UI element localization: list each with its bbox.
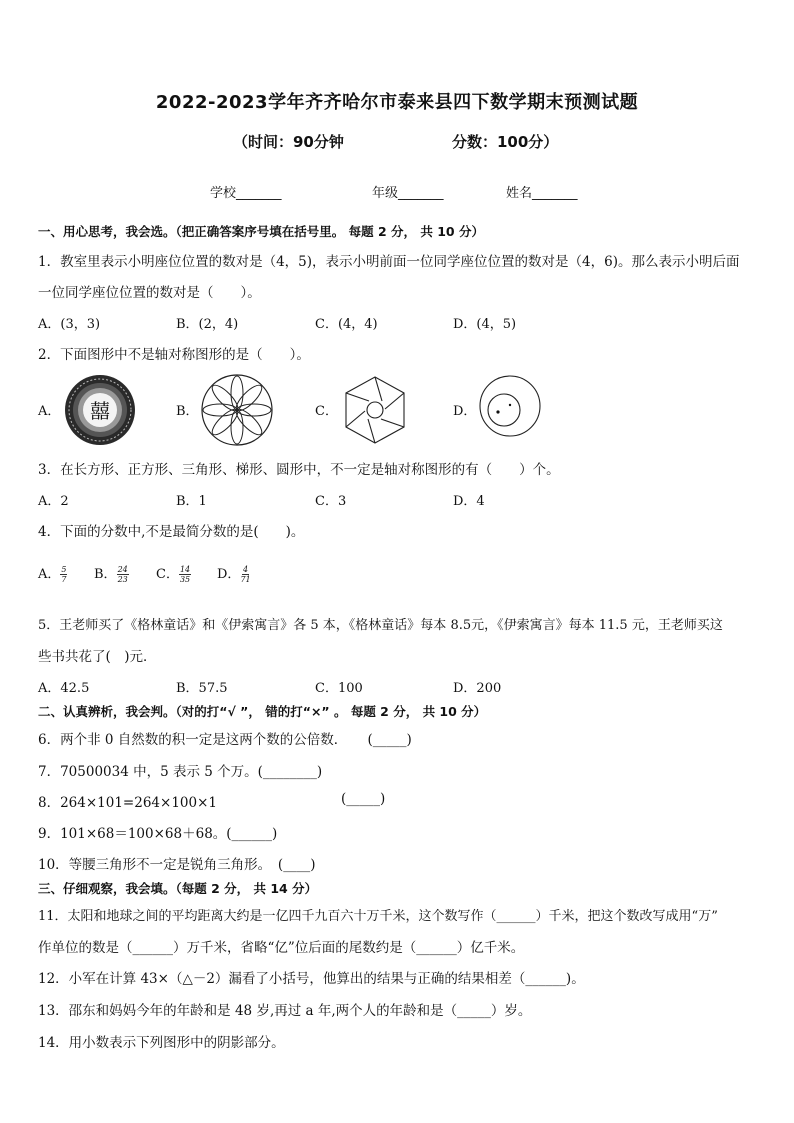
q5-option-b[interactable]: B．57.5	[176, 681, 228, 696]
pinwheel-hexagon-figure	[338, 374, 412, 446]
q3-option-a[interactable]: A．2	[38, 494, 69, 509]
question-12: 12．小军在计算 43×（△－2）漏看了小括号，他算出的结果与正确的结果相差（______)。	[38, 971, 585, 987]
q4-option-a[interactable]	[38, 563, 67, 584]
q3-option-b[interactable]: B．1	[176, 494, 207, 509]
fraction-denominator: 7	[61, 575, 67, 584]
question-9: 9．101×68＝100×68＋68。(______)	[38, 826, 278, 842]
question-10: 10．等腰三角形不一定是锐角三角形。 (____)	[38, 857, 316, 873]
section-1-heading: 一、用心思考，我会选。（把正确答案序号填在括号里。 每题 2 分， 共 10 分）	[38, 224, 484, 239]
question-3-text: 3．在长方形、正方形、三角形、梯形、圆形中，不一定是轴对称图形的有（ ）个。	[38, 462, 560, 478]
q4-option-a-label: A．	[38, 567, 61, 582]
q4-option-d[interactable]	[217, 563, 251, 584]
q4-option-b[interactable]	[94, 563, 129, 584]
fraction-numerator: 5	[61, 565, 67, 574]
fraction-numerator: 14	[179, 565, 191, 574]
page-title: 2022-2023学年齐齐哈尔市泰来县四下数学期末预测试题	[155, 92, 639, 113]
q1-option-d[interactable]: D．(4，5)	[453, 317, 517, 332]
q5-option-c[interactable]: C．100	[315, 681, 363, 696]
q1-option-b[interactable]: B．(2，4)	[176, 317, 239, 332]
question-5-line1: 5．王老师买了《格林童话》和《伊索寓言》各 5 本，《格林童话》每本 8.5元，《伊索寓言》每本 11.5 元，王老师买这	[38, 618, 723, 633]
grade-field[interactable]: 年级_______	[372, 186, 444, 201]
question-11-line1: 11．太阳和地球之间的平均距离大约是一亿四千九百六十万千米，这个数写作（______）千米，把这个数改写成用“万”	[38, 909, 718, 924]
question-6: 6．两个非 0 自然数的积一定是这两个数的公倍数． (_____)	[38, 732, 412, 748]
name-field[interactable]: 姓名_______	[506, 186, 578, 201]
q4-option-c[interactable]	[156, 563, 191, 584]
q4-option-c-label: C．	[156, 567, 179, 582]
fraction-numerator: 4	[242, 565, 249, 574]
question-1-line1: 1．教室里表示小明座位位置的数对是（4，5)，表示小明前面一位同学座位位置的数对是（4，6)。那么表示小明后面	[38, 254, 740, 270]
school-field[interactable]: 学校_______	[210, 186, 282, 201]
q4-option-d-label: D．	[217, 567, 241, 582]
offset-circles-figure	[478, 374, 542, 438]
q2-label-d[interactable]: D．	[453, 404, 477, 419]
section-3-heading: 三、仔细观察，我会填。（每题 2 分， 共 14 分）	[38, 881, 318, 896]
exam-score: 分数：100分）	[452, 133, 559, 151]
exam-time: （时间：90分钟	[233, 133, 344, 151]
section-2-heading: 二、认真辨析，我会判。（对的打“√ ”， 错的打“×” 。 每题 2 分， 共 10 分）	[38, 704, 487, 719]
question-1-line2: 一位同学座位位置的数对是（ ）。	[38, 285, 261, 301]
question-8: 8．264×101=264×100×1	[38, 795, 217, 811]
double-happiness-seal-figure	[64, 374, 136, 446]
question-2-text: 2．下面图形中不是轴对称图形的是（ ）。	[38, 347, 310, 363]
fraction-denominator: 23	[117, 575, 128, 584]
q1-option-c[interactable]: C．(4，4)	[315, 317, 378, 332]
fraction	[60, 565, 67, 584]
q5-option-d[interactable]: D．200	[453, 681, 502, 696]
fraction-denominator: 35	[179, 575, 191, 584]
question-14: 14．用小数表示下列图形中的阴影部分。	[38, 1035, 285, 1051]
q5-option-a[interactable]: A．42.5	[38, 681, 90, 696]
question-13: 13．邵东和妈妈今年的年龄和是 48 岁,再过 a 年,两个人的年龄和是（_____）岁。	[38, 1003, 532, 1019]
flower-circle-figure	[200, 373, 274, 447]
fraction	[240, 565, 250, 584]
question-4-text: 4．下面的分数中,不是最简分数的是( )。	[38, 524, 305, 540]
fraction	[117, 565, 129, 584]
question-11-line2: 作单位的数是（______）万千米，省略“亿”位后面的尾数约是（______）亿千米。	[38, 940, 525, 956]
question-5-line2: 些书共花了( )元．	[38, 649, 157, 665]
question-8-answer-blank[interactable]: (_____)	[341, 791, 386, 807]
seal-glyph: 囍	[90, 399, 110, 423]
q3-option-d[interactable]: D．4	[453, 494, 485, 509]
fraction-numerator: 24	[117, 565, 128, 574]
question-7: 7．70500034 中，5 表示 5 个万。(________)	[38, 764, 323, 780]
q2-label-c[interactable]: C．	[315, 404, 338, 419]
q2-label-b[interactable]: B．	[176, 404, 199, 419]
q4-option-b-label: B．	[94, 567, 117, 582]
fraction-denominator: 71	[240, 575, 251, 584]
q3-option-c[interactable]: C．3	[315, 494, 347, 509]
q1-option-a[interactable]: A．(3，3)	[38, 317, 101, 332]
fraction	[179, 565, 191, 584]
q2-label-a[interactable]: A．	[38, 404, 61, 419]
